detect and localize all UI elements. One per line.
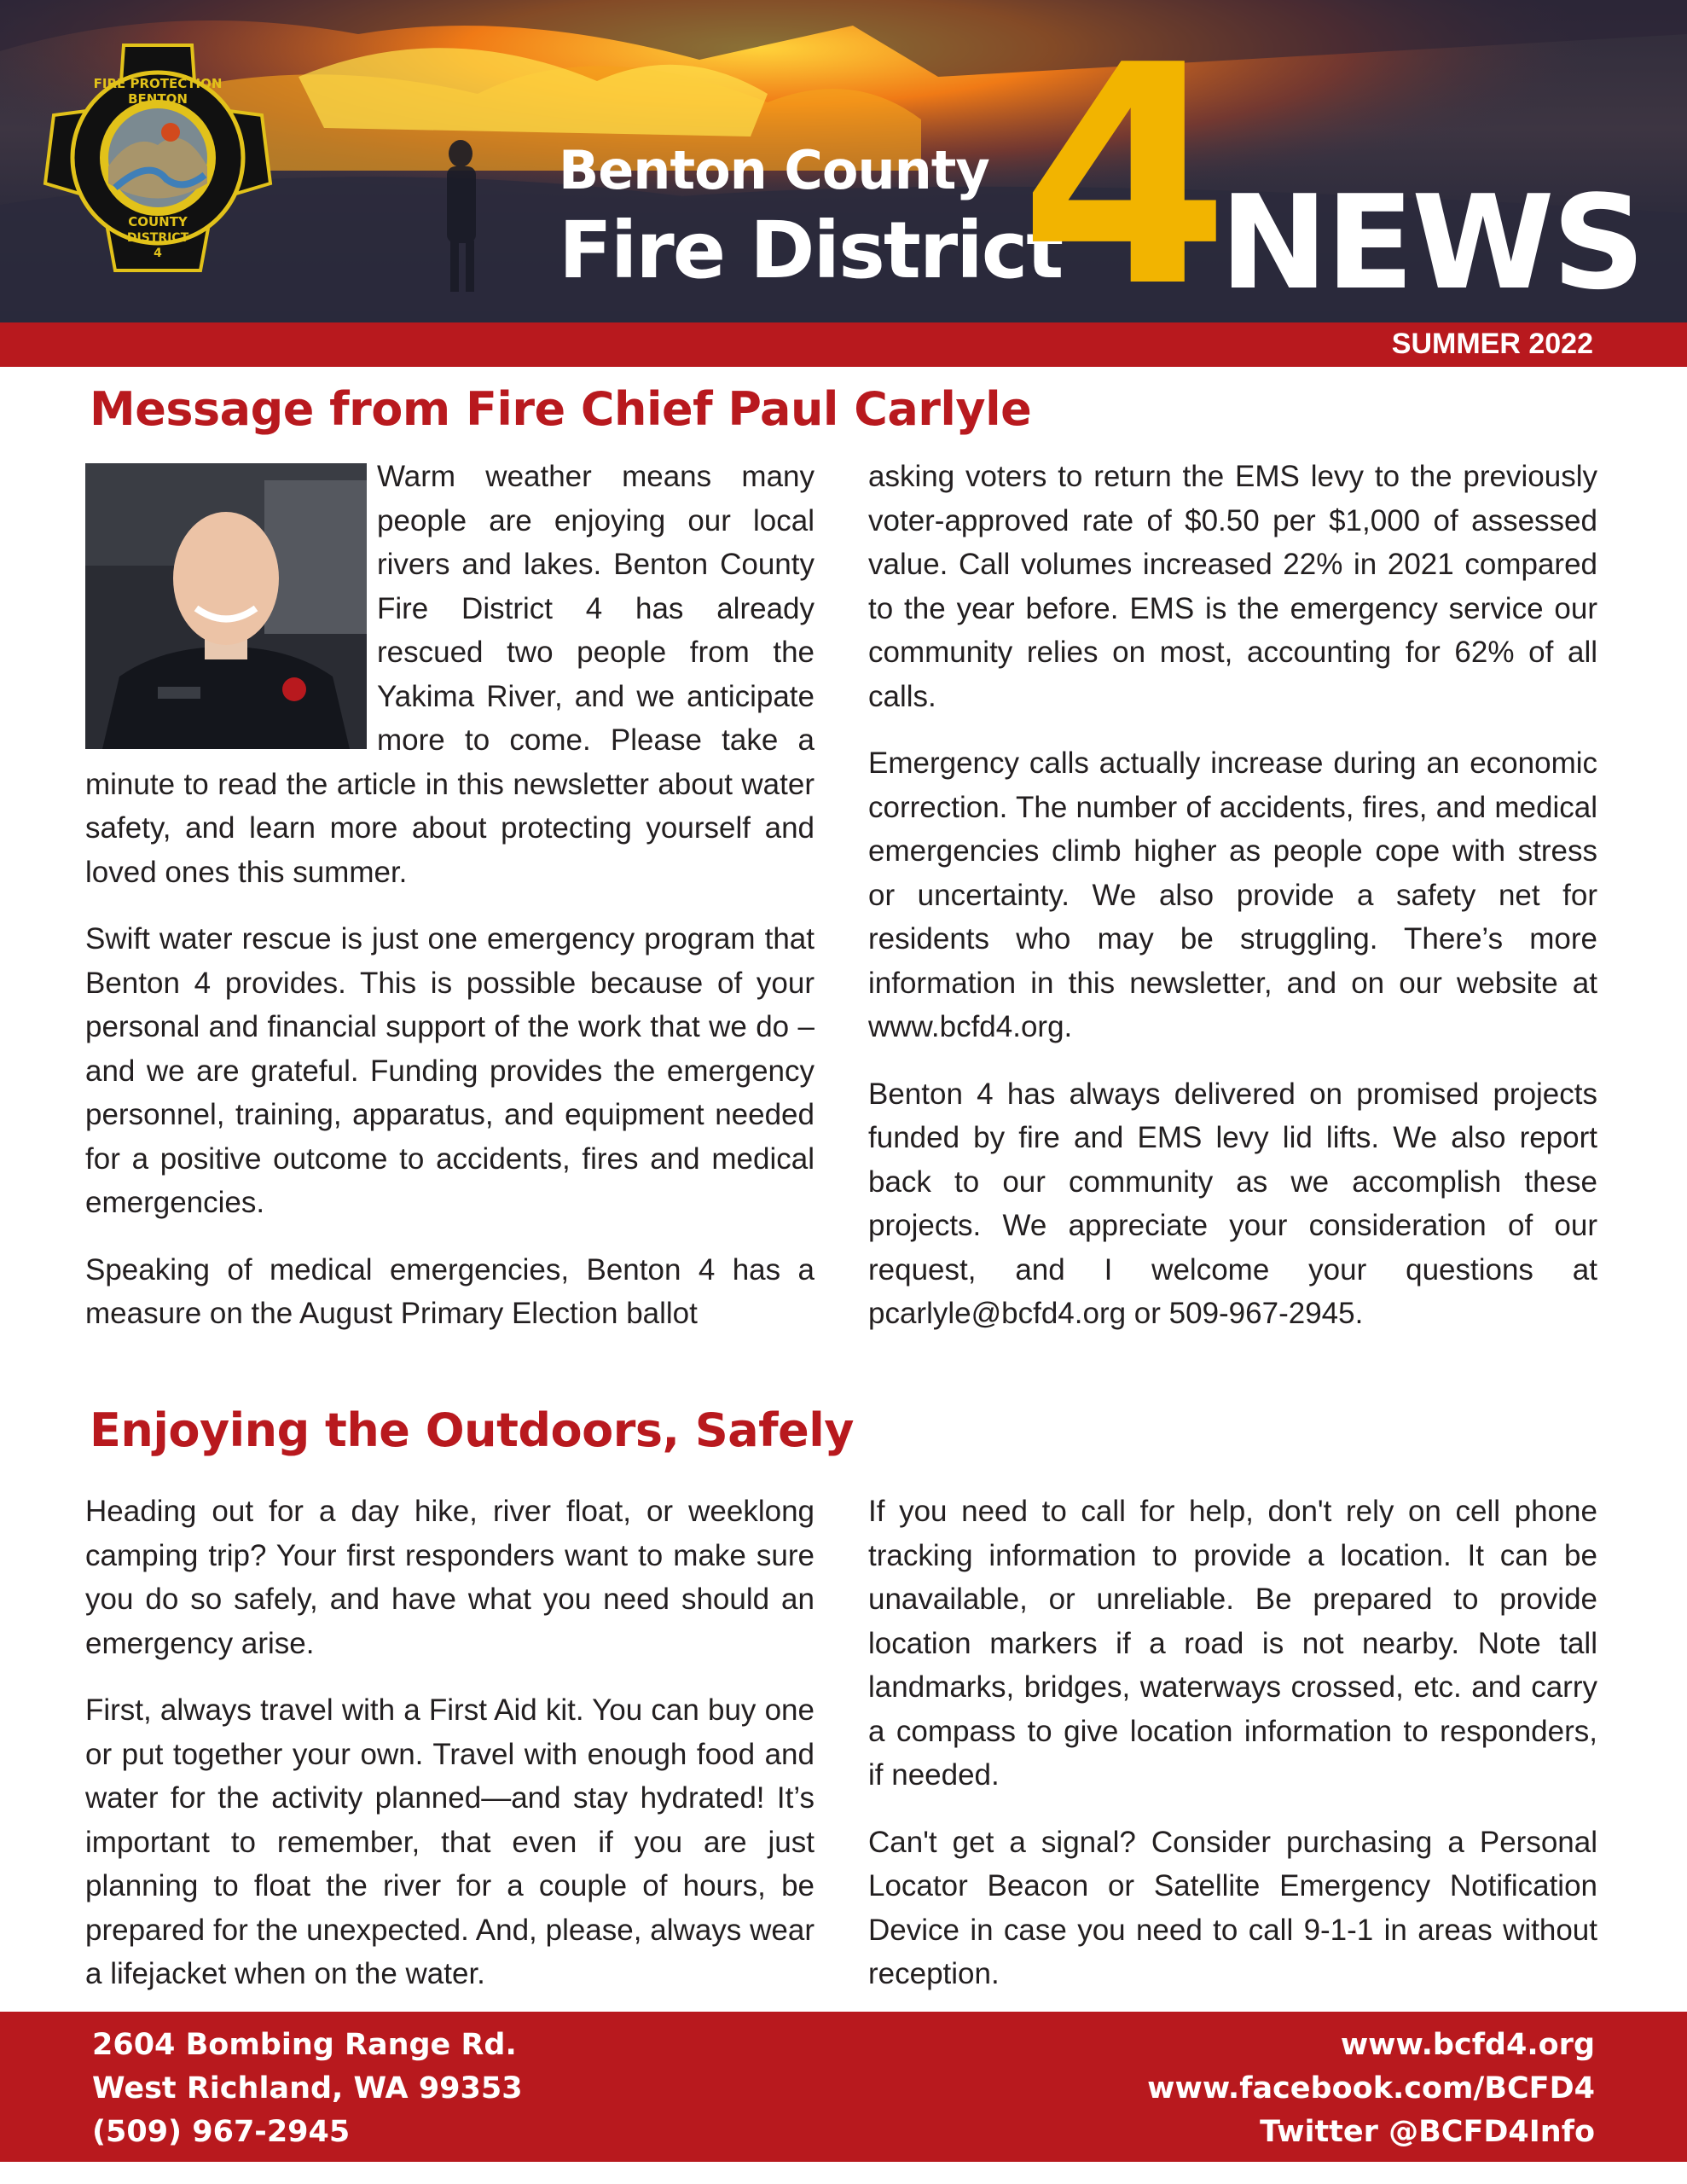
article1-col2-p1: asking voters to return the EMS levy to the previously voter-approved rate of $0.50 per $1,000 of assessed value. Call volumes increased 22% in 2021 compared to the year before. EMS is the emergency service our community relies on most, accounting for 62% of all calls. bbox=[868, 460, 1597, 713]
masthead-number: 4 bbox=[1019, 0, 1231, 322]
logo-text-number: 4 bbox=[154, 247, 162, 260]
article1-col2-p3: Benton 4 has always delivered on promised projects funded by fire and EMS levy lid lifts. We also report back to our community as we accomplish these projects. We appreciate your consideration of our request, and I welcome your questions at pcarlyle@bcfd4.org or 509-967-2945. bbox=[868, 1077, 1597, 1330]
footer-address-line1: 2604 Bombing Range Rd. bbox=[92, 2028, 517, 2062]
masthead-line1: Benton County bbox=[559, 139, 989, 201]
article1-col1-p2: Swift water rescue is just one emergency program that Benton 4 provides. This is possible because of your personal and financial support of the work that we do – and we are grateful. Funding provides the emergency personnel, training, apparatus, and equipment needed for a positive outcome to accidents, fires and medical emergencies. bbox=[85, 922, 815, 1219]
header-banner bbox=[0, 0, 1687, 322]
issue-date: SUMMER 2022 bbox=[1391, 328, 1593, 360]
article1-column1 bbox=[85, 455, 815, 1336]
logo-text-name: BENTON bbox=[128, 91, 188, 107]
footer-contact-links bbox=[1147, 2024, 1595, 2154]
footer-contact-address bbox=[92, 2024, 523, 2154]
masthead-line2: Fire District bbox=[559, 205, 1063, 296]
article1-col1-p3: Speaking of medical emergencies, Benton 4 has a measure on the August Primary Election ballot bbox=[85, 1252, 815, 1330]
article1-col1-intro: Warm weather means many people are enjoying our local rivers and lakes. Benton County Fire District 4 has already rescued two people from the Yakima River, and we anticipate more to come. Please take a minute to read the article in this newsletter about water safety, and learn more about protecting yourself and loved ones this summer. bbox=[85, 460, 815, 889]
article2-column1 bbox=[85, 1490, 815, 2019]
logo-text-top: FIRE PROTECTION bbox=[93, 76, 223, 91]
fire-district-badge-logo bbox=[38, 38, 277, 277]
article2-col1-p1: Heading out for a day hike, river float, or weeklong camping trip? Your first responders want to make sure you do so safely, and have what you need should an emergency arise. bbox=[85, 1495, 815, 1660]
logo-text-district: DISTRICT bbox=[126, 231, 189, 245]
article1-column2 bbox=[868, 455, 1597, 1359]
logo-text-bottom: COUNTY bbox=[128, 214, 188, 229]
footer-twitter-link[interactable]: Twitter @BCFD4Info bbox=[1260, 2115, 1595, 2149]
article2-col2-p1: If you need to call for help, don't rely on cell phone tracking information to provide a location. It can be unavailable, or unreliable. Be prepared to provide location markers if a road is not nearby. Note tall landmarks, bridges, waterways crossed, etc. and carry a compass to give location information to responders, if needed. bbox=[868, 1495, 1597, 1792]
article2-column2 bbox=[868, 1490, 1597, 2019]
photo-wrap-spacer bbox=[85, 455, 377, 752]
footer-facebook-link[interactable]: www.facebook.com/BCFD4 bbox=[1147, 2071, 1595, 2106]
footer-website-link[interactable]: www.bcfd4.org bbox=[1340, 2028, 1595, 2062]
footer bbox=[0, 2012, 1687, 2162]
article2-title: Enjoying the Outdoors, Safely bbox=[90, 1403, 854, 1457]
article1-title: Message from Fire Chief Paul Carlyle bbox=[90, 382, 1032, 436]
article1-col2-p2: Emergency calls actually increase during an economic correction. The number of accidents, fires, and medical emergencies climb higher as people cope with stress or uncertainty. We also provide a safety net for residents who may be struggling. There’s more information in this newsletter, and on our website at www.bcfd4.org. bbox=[868, 746, 1597, 1043]
footer-address-line2: West Richland, WA 99353 bbox=[92, 2071, 523, 2106]
article2-col2-p2: Can't get a signal? Consider purchasing a Personal Locator Beacon or Satellite Emergency Notification Device in case you need to call 9-1-1 in areas without reception. bbox=[868, 1825, 1597, 1990]
masthead-news: NEWS bbox=[1220, 167, 1644, 318]
article2-col1-p2: First, always travel with a First Aid kit. You can buy one or put together your own. Travel with enough food and water for the activity planned—and stay hydrated! It’s important to remember, that even if you are just planning to float the river for a couple of hours, be prepared for the unexpected. And, please, always wear a lifejacket when on the water. bbox=[85, 1693, 815, 1990]
footer-phone[interactable]: (509) 967-2945 bbox=[92, 2115, 351, 2149]
